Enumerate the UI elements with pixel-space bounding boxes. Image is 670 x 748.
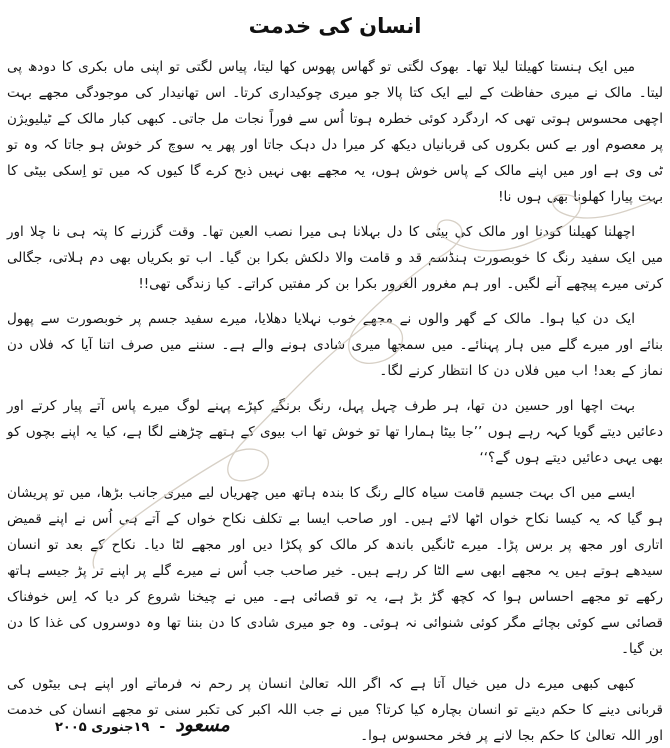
- signature-row: [55, 714, 230, 736]
- paragraph: بہت اچھا اور حسین دن تھا، ہر طرف چہل پہل، رنگ برنگے کپڑے پہنے لوگ میرے پاس آتے پیار کرتے اور دعائیں دیتے گویا کہہ رہے ہوں ’’جا بیٹا ہمارا تھا تو خوش تھا اب بیوی کے ہتھے چڑھنے لگا ہے، کیا یہ اپنے بچوں کو بھی یہی دعائیں دیتے ہوں گے؟‘‘: [7, 398, 663, 466]
- paragraph: ایک دن کیا ہوا۔ مالک کے گھر والوں نے مجھے خوب نہلایا دھلایا، میرے سفید جسم پر خوبصورت سے پھول بنائے اور میرے گلے میں ہار پہنائے۔ میں سمجھا میری شادی ہونے والے ہے۔ سننے میں صرف اتنا آیا کہ فلاں دن نماز کے بعد! اب میں فلاں دن کا انتظار کرنے لگا۔: [7, 311, 663, 379]
- page-title: انسان کی خدمت: [248, 14, 422, 38]
- paragraph: کبھی کبھی میرے دل میں خیال آتا ہے کہ اگر اللہ تعالیٰ انسان پر رحم نہ فرماتے اور اپنے ہی بیٹوں کی قربانی دینے کا حکم دیتے تو انسان بچارہ کیا کرتا؟ میں نے جب اللہ اکبر کی تکبر سنی تو مجھے انسان کی خدمت اور اللہ تعالیٰ کا حکم بجا لانے پر فخر محسوس ہوا۔: [7, 676, 663, 744]
- paragraph: میں ایک ہنستا کھیلتا لیلا تھا۔ بھوک لگتی تو گھاس پھوس کھا لیتا، پیاس لگتی تو اپنی ماں بکری کا دودھ پی لیتا۔ مالک نے میری حفاظت کے لیے ایک کتا پالا جو میری چوکیداری کرتا۔ اس تھانیدار کی موجودگی مجھے بہت اچھی محسوس ہوتی تھی کہ اردگرد کوئی خطرہ ہوتا اُس سے فوراً نجات مل جاتی۔ کبھی کبار مالک کے ٹیلیویژن پر معصوم اور بے کس بکروں کی قربانیاں دیکھ کر میرا دل دہک جاتا اور پھر یہ سوچ کر خوش ہو جاتا کہ وہ تو ٹی وی ہے اور میں اپنے مالک کے پاس خوش ہوں، یہ مجھے بھی نہیں ذبح کرے گا کیوں کہ میں تو اِسکی بیٹی کا بہت پیارا کھلونا بھی ہوں نا!: [7, 59, 663, 205]
- signature-date: ۱۹جنوری ۲۰۰۵: [55, 720, 150, 735]
- article-body: [0, 54, 670, 748]
- signature-separator: -: [159, 719, 166, 735]
- signature-name: مسعود: [175, 714, 230, 736]
- paragraph: ایسے میں اک بہت جسیم قامت سیاہ کالے رنگ کا بندہ ہاتھ میں چھریاں لیے میری جانب بڑھا، میں تو پریشان ہو گیا کہ یہ کیسا نکاح خواں اٹھا لائے ہیں۔ اور صاحب ایسا بے تکلف نکاح خواں کے آتے ہی اُس نے اپنے قمیض اتاری اور مجھ پر برس پڑا۔ میرے ٹانگیں باندھ کر مالک کو پکڑا دیں اور مجھے لٹا دیا۔ نکاح کے بعد تو انسان سیدھے ہوتے ہیں یہ مجھے ابھی سے الٹا کر رہے ہیں۔ خیر صاحب جب اُس نے میرے گلے پر اپنے تر پڑ جیسے ہاتھ رکھے تو مجھے احساس ہوا کہ کچھ گڑ بڑ ہے، یہ تو قصائی ہے۔ میں نے چیخنا شروع کر دیا کہ اِس خوفناک قصائی سے کوئی بچائے مگر کوئی شنوائی نہ ہوئی۔ وہ جو میری شادی کا دن بننا تھا وہ دوسروں کی غذا کا دن بن گیا۔: [7, 485, 663, 657]
- paragraph: اچھلنا کھیلنا کودنا اور مالک کی بیٹی کا دل بہلانا ہی میرا نصب العین تھا۔ وقت گزرنے کا پتہ ہی نا چلا اور میں ایک سفید رنگ کا خوبصورت ہنڈسم قد و قامت والا دلکش بکرا بن گیا۔ اب تو بکریاں بھی دم ہلاتی، جگالی کرتی میرے پیچھے آنے لگیں۔ اور ہم مغرور الغرور بکرا بن کر مفتیں کراتے۔ کیا زندگی تھی!!: [7, 224, 663, 292]
